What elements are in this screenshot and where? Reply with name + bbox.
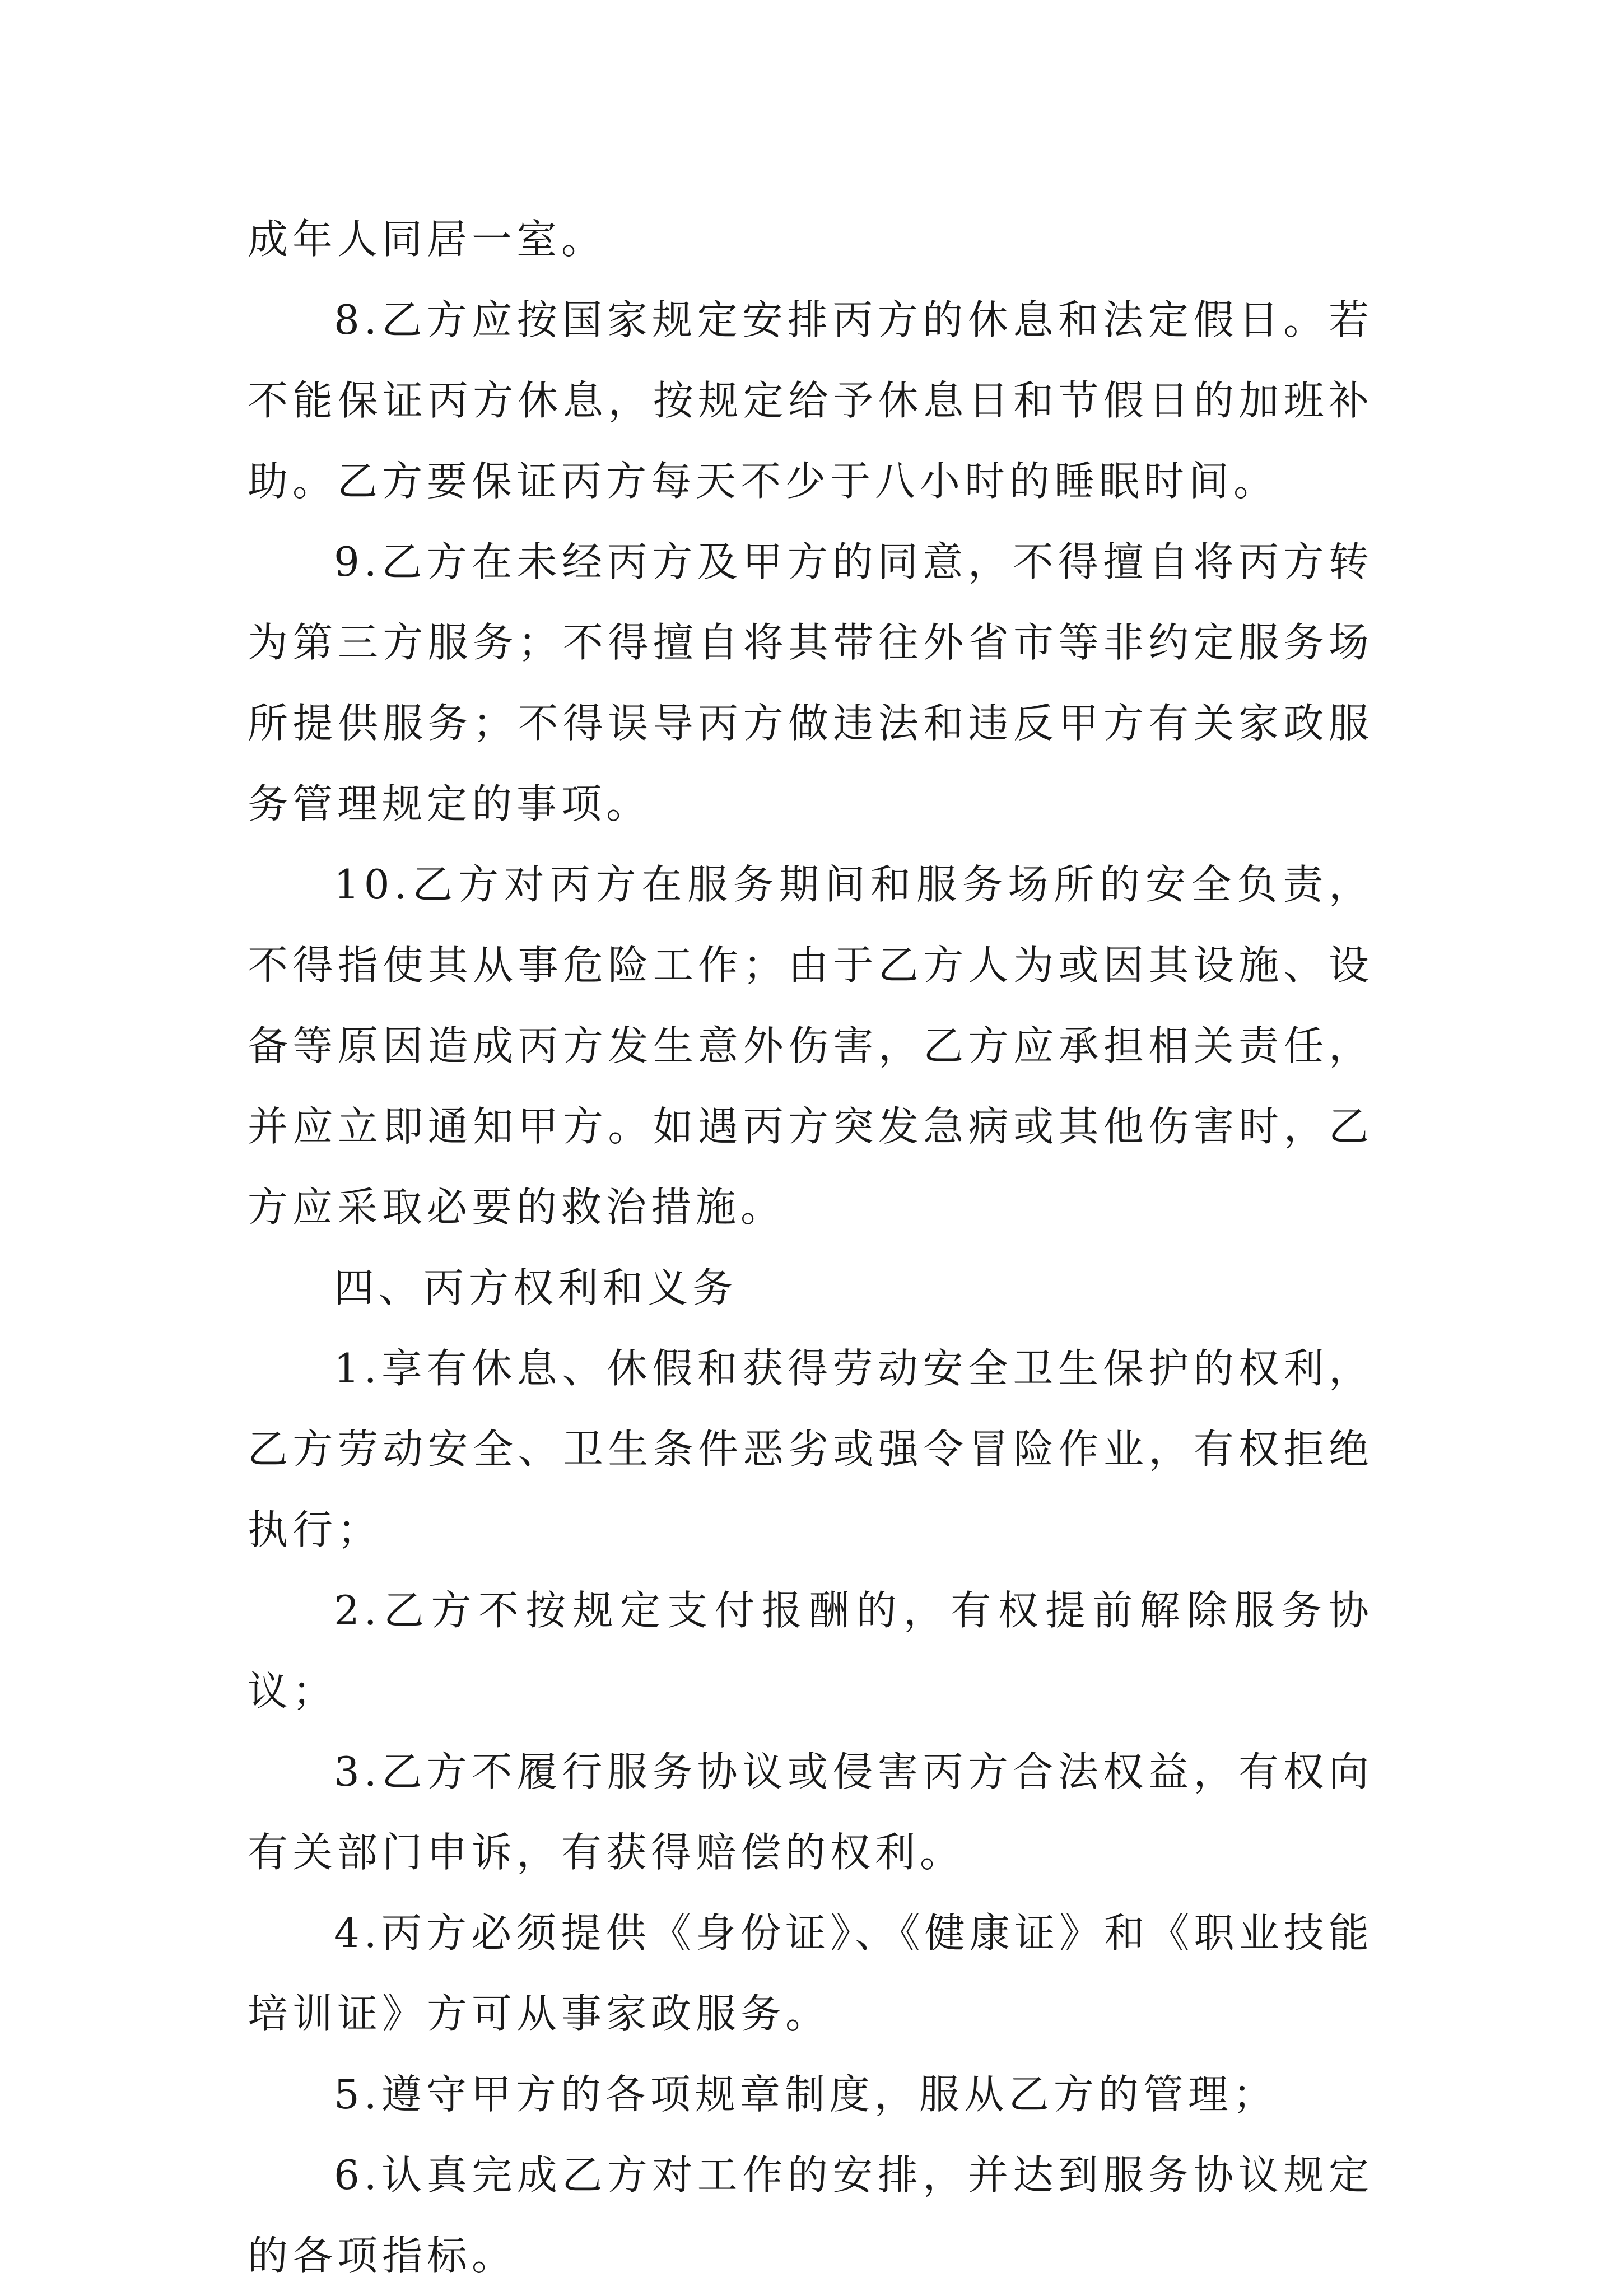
- paragraph-item-8: 8.乙方应按国家规定安排丙方的休息和法定假日。若不能保证丙方休息，按规定给予休息日和节假日的加班补助。乙方要保证丙方每天不少于八小时的睡眠时间。: [248, 296, 1373, 505]
- paragraph-continuation: 成年人同居一室。: [248, 216, 607, 263]
- paragraph-item-10: 10.乙方对丙方在服务期间和服务场所的安全负责，不得指使其从事危险工作；由于乙方人为或因其设施、设备等原因造成丙方发生意外伤害，乙方应承担相关责任，并应立即通知甲方。如遇丙方突发急病或其他伤害时，乙方应采取必要的救治措施。: [248, 861, 1373, 1231]
- paragraph-item-3: 3.乙方不履行服务协议或侵害丙方合法权益，有权向有关部门申诉，有获得赔偿的权利。: [248, 1748, 1373, 1876]
- paragraph-item-4: 4.丙方必须提供《身份证》、《健康证》和《职业技能培训证》方可从事家政服务。: [248, 1910, 1373, 2037]
- paragraph-item-9: 9.乙方在未经丙方及甲方的同意，不得擅自将丙方转为第三方服务；不得擅自将其带往外省市等非约定服务场所提供服务；不得误导丙方做违法和违反甲方有关家政服务管理规定的事项。: [248, 538, 1373, 827]
- paragraph-item-5: 5.遵守甲方的各项规章制度，服从乙方的管理；: [334, 2071, 1278, 2118]
- paragraph-item-2: 2.乙方不按规定支付报酬的，有权提前解除服务协议；: [248, 1587, 1373, 1715]
- paragraph-item-6: 6.认真完成乙方对工作的安排，并达到服务协议规定的各项指标。: [248, 2151, 1373, 2279]
- paragraph-item-1: 1.享有休息、休假和获得劳动安全卫生保护的权利，乙方劳动安全、卫生条件恶劣或强令冒险作业，有权拒绝执行；: [248, 1345, 1373, 1553]
- section-heading-4: 四、丙方权利和义务: [334, 1264, 738, 1311]
- document-body: [248, 199, 1373, 2296]
